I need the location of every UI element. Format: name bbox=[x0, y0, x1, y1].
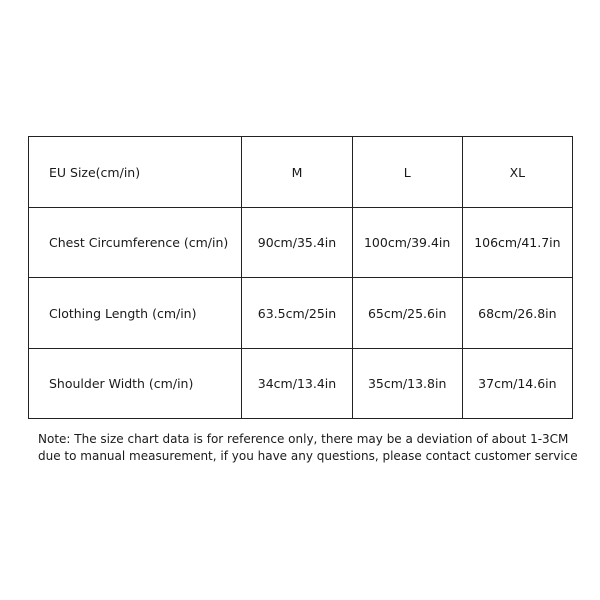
cell-chest-m: 90cm/35.4in bbox=[242, 208, 352, 278]
table-row-shoulder bbox=[29, 348, 573, 418]
cell-shoulder-xl: 37cm/14.6in bbox=[462, 348, 572, 418]
header-size-m: M bbox=[242, 137, 352, 208]
cell-chest-xl: 106cm/41.7in bbox=[462, 208, 572, 278]
table-row-length bbox=[29, 278, 573, 348]
cell-length-xl: 68cm/26.8in bbox=[462, 278, 572, 348]
row-label-shoulder: Shoulder Width (cm/in) bbox=[29, 348, 242, 418]
cell-shoulder-l: 35cm/13.8in bbox=[352, 348, 462, 418]
table-row-chest bbox=[29, 208, 573, 278]
note-line-2: due to manual measurement, if you have any questions, please contact customer service bbox=[38, 449, 578, 463]
header-size-xl: XL bbox=[462, 137, 572, 208]
size-chart-note bbox=[38, 431, 578, 465]
size-chart-table bbox=[28, 136, 573, 419]
header-size-l: L bbox=[352, 137, 462, 208]
cell-length-l: 65cm/25.6in bbox=[352, 278, 462, 348]
note-line-1: Note: The size chart data is for reference only, there may be a deviation of about 1-3CM bbox=[38, 432, 569, 446]
cell-chest-l: 100cm/39.4in bbox=[352, 208, 462, 278]
cell-length-m: 63.5cm/25in bbox=[242, 278, 352, 348]
row-label-length: Clothing Length (cm/in) bbox=[29, 278, 242, 348]
table-header-row bbox=[29, 137, 573, 208]
row-label-chest: Chest Circumference (cm/in) bbox=[29, 208, 242, 278]
cell-shoulder-m: 34cm/13.4in bbox=[242, 348, 352, 418]
header-label-cell: EU Size(cm/in) bbox=[29, 137, 242, 208]
